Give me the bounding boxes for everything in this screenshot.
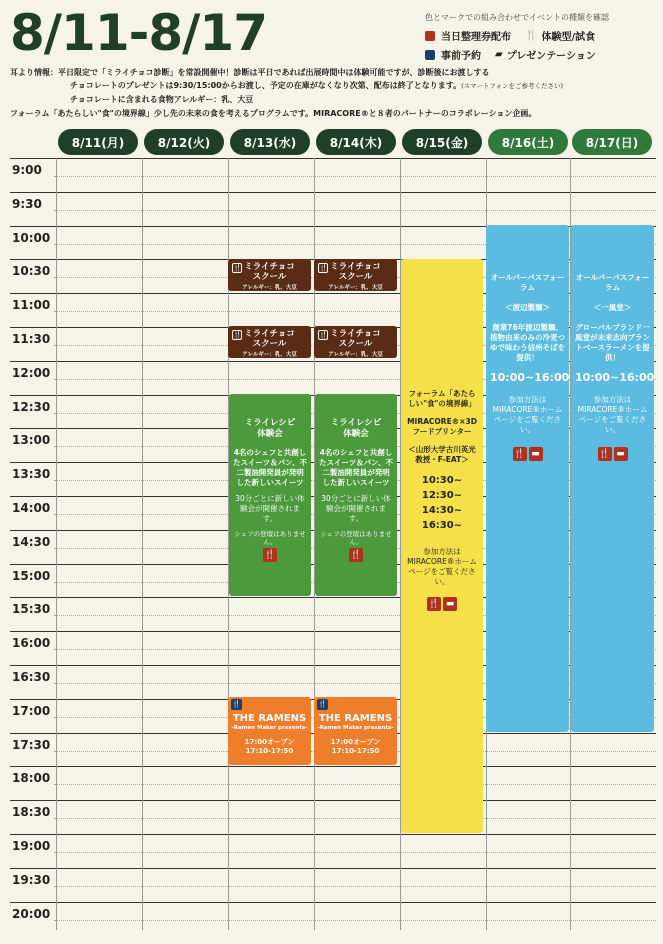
day-header: 8/16(土) (488, 129, 568, 155)
event-title: スクール (252, 272, 287, 282)
half-hour-line (54, 176, 656, 177)
day-header: 8/17(日) (572, 129, 652, 155)
event-time: 17:10-17:50 (245, 747, 294, 755)
event-all-purpose-forum[interactable] (486, 225, 569, 732)
time-slot (10, 158, 656, 192)
time-label: 10:00 (12, 230, 51, 245)
event-small: シェフの登壇はありません。 (234, 530, 306, 546)
time-label: 13:30 (12, 467, 51, 482)
time-label: 12:30 (12, 399, 51, 414)
event-title: ミライチョコ (244, 262, 295, 272)
event-title: ミライチョコ (330, 262, 381, 272)
note-line2-small: (スマートフォンをご参考ください) (461, 82, 564, 90)
event-title: スクール (338, 339, 373, 349)
fork-knife-icon: 🍴 (350, 550, 362, 560)
event-time: 17:10-17:50 (331, 747, 380, 755)
time-label: 19:00 (12, 839, 51, 853)
legend-same-day: 当日整理券配布 (441, 32, 511, 43)
event-body: 創業76年渡辺製麺、植物由来のみの冷麦つゆで味わう信州そばを提供！ (490, 323, 565, 362)
fork-knife-icon: 🍴 (233, 331, 242, 339)
event-choco-school[interactable] (228, 259, 311, 291)
speech-bubble-icon: ▰ (495, 49, 503, 60)
event-time: 10:00~16:00 (490, 371, 569, 384)
time-slot (10, 834, 656, 868)
event-speaker: ＜一風堂＞ (593, 303, 632, 312)
time-label: 14:30 (12, 534, 51, 549)
half-hour-line (54, 852, 656, 853)
fork-knife-icon: 🍴 (319, 331, 328, 339)
event-small: シェフの登壇はありません。 (320, 530, 392, 546)
event-title: ミライレシピ (244, 418, 296, 428)
event-all-purpose-forum[interactable] (571, 225, 654, 732)
event-body: 4名のシェフと共創したスイーツ＆パン、不二製油開発員が発明した新しいスイーツ (233, 448, 307, 487)
time-slot (10, 902, 656, 936)
column-divider (56, 158, 57, 930)
notes (10, 66, 563, 106)
time-slot (10, 192, 656, 226)
reservation-swatch (425, 50, 435, 60)
speech-bubble-icon: ▬ (443, 597, 457, 611)
time-label: 15:00 (12, 568, 51, 583)
event-forum-3d-printer[interactable] (401, 259, 483, 833)
note-line2: チョコレートのプレゼントは9:30/15:00からお渡し、予定の在庫がなくなり次第、配布は終了となります。 (70, 81, 462, 90)
event-choco-school[interactable] (314, 259, 397, 291)
forum-description: フォーラム「あたらしい"食"の境界線」少し先の未来の食を考えるプログラムです。MIRACORE®と８者のパートナーのコラボレーション企画。 (10, 109, 537, 118)
event-open: 17:00オープン (330, 738, 381, 746)
event-mirai-recipe[interactable] (229, 394, 311, 596)
event-title: THE RAMENS (318, 713, 393, 724)
event-the-ramens[interactable] (314, 697, 397, 765)
fork-knife-icon: 🍴 (428, 599, 440, 609)
event-allergy: アレルギー：乳、大豆 (328, 352, 383, 358)
legend-heading: 色とマークでの組み合わせでイベントの種類を確認 (425, 13, 609, 22)
same-day-swatch (425, 31, 435, 41)
fork-knife-icon: 🍴 (319, 264, 328, 272)
day-header: 8/15(金) (402, 129, 482, 155)
note-line1: 耳より情報：平日限定で「ミライチョコ診断」を常設開催中！診断は平日であれば出展時間中は体験可能ですが、診断後にお渡しする (10, 68, 490, 77)
time-label: 11:30 (12, 332, 51, 346)
event-note: 30分ごとに新しい体験会が開催されます。 (235, 494, 305, 523)
time-label: 10:30 (12, 264, 51, 279)
event-subtitle: -Ramen Maker presents- (317, 725, 394, 731)
time-label: 20:00 (12, 906, 51, 921)
event-speaker: ＜山形大学古川英光教授・F-EAT＞ (408, 445, 476, 464)
event-how: 参加方法はMIRACORE®ホームページをご覧ください。 (407, 547, 477, 586)
time-slot (10, 766, 656, 800)
half-hour-line (54, 818, 656, 819)
event-title: ミライチョコ (330, 329, 381, 339)
event-time: 12:30~ (421, 490, 463, 501)
event-title: ミライレシピ (330, 418, 382, 428)
fork-knife-icon: 🍴 (233, 264, 242, 272)
event-speaker: ＜渡辺製麺＞ (505, 303, 550, 312)
event-how: 参加方法はMIRACORE®ホームページをご覧ください。 (492, 395, 563, 434)
event-time: 10:30~ (421, 475, 463, 486)
event-time: 16:30~ (421, 520, 463, 531)
time-label: 19:30 (12, 872, 51, 887)
event-body: 4名のシェフと共創したスイーツ＆パン、不二製油開発員が発明した新しいスイーツ (319, 448, 393, 487)
event-title: オールパーパスフォーラム (490, 273, 565, 292)
event-the-ramens[interactable] (228, 697, 311, 765)
event-allergy: アレルギー：乳、大豆 (328, 285, 383, 291)
time-label: 15:30 (12, 602, 51, 617)
event-title: オールパーパスフォーラム (575, 273, 650, 292)
event-subtitle: -Ramen Maker presents- (231, 725, 308, 731)
event-title: スクール (338, 272, 373, 282)
event-time: 14:30~ (421, 505, 463, 516)
note-line3: チョコレートに含まれる食物アレルギー：乳、大豆 (70, 95, 254, 104)
fork-knife-icon: 🍴 (598, 449, 611, 459)
event-title: スクール (252, 339, 287, 349)
legend (425, 12, 609, 66)
event-allergy: アレルギー：乳、大豆 (242, 285, 297, 291)
time-slot (10, 868, 656, 902)
fork-knife-icon: 🍴 (232, 700, 241, 708)
legend-reservation: 事前予約 (441, 51, 481, 62)
event-choco-school[interactable] (314, 326, 397, 358)
event-open: 17:00オープン (244, 738, 295, 746)
column-divider (142, 158, 143, 930)
event-body: グローバルブランド一風堂が未来志向プラントベースラーメンを提供！ (575, 323, 650, 362)
fork-knife-icon: 🍴 (513, 449, 526, 459)
event-title: 体験会 (257, 429, 283, 439)
fork-knife-icon: 🍴 (264, 550, 276, 560)
time-label: 9:00 (12, 163, 42, 177)
event-title: フォーラム「あたらしい"食"の境界線」 (408, 389, 476, 408)
half-hour-line (54, 210, 656, 211)
event-allergy: アレルギー：乳、大豆 (242, 352, 297, 358)
time-label: 13:00 (12, 433, 51, 448)
event-choco-school[interactable] (228, 326, 311, 358)
legend-experience: 体験型/試食 (541, 32, 596, 43)
time-label: 14:00 (12, 501, 51, 515)
time-label: 17:00 (12, 703, 51, 718)
speech-bubble-icon: ▬ (529, 447, 543, 461)
time-label: 16:00 (12, 636, 51, 651)
time-label: 9:30 (12, 196, 42, 211)
event-title: 体験会 (343, 429, 369, 439)
time-label: 17:30 (12, 737, 51, 752)
day-header: 8/14(木) (316, 129, 396, 155)
legend-presentation: プレゼンテーション (506, 51, 596, 62)
time-label: 12:00 (12, 365, 51, 380)
event-mirai-recipe[interactable] (315, 394, 397, 596)
fork-knife-icon: 🍴 (318, 700, 327, 708)
event-how: 参加方法はMIRACORE®ホームページをご覧ください。 (577, 395, 648, 434)
time-label: 16:30 (12, 670, 51, 684)
half-hour-line (54, 920, 656, 921)
fork-knife-icon: 🍴 (525, 30, 538, 41)
day-header: 8/12(火) (144, 129, 224, 155)
time-label: 18:00 (12, 771, 51, 786)
half-hour-line (54, 886, 656, 887)
time-label: 11:00 (12, 298, 51, 313)
event-note: 30分ごとに新しい体験会が開催されます。 (321, 494, 391, 523)
event-title: THE RAMENS (232, 713, 307, 724)
half-hour-line (54, 784, 656, 785)
event-time: 10:00~16:00 (575, 371, 654, 384)
event-subtitle: MIRACORE®×3Dフードプリンター (407, 417, 477, 436)
day-header: 8/13(水) (230, 129, 310, 155)
speech-bubble-icon: ▬ (614, 447, 628, 461)
time-label: 18:30 (12, 805, 51, 820)
event-title: ミライチョコ (244, 329, 295, 339)
time-slot (10, 800, 656, 834)
day-header: 8/11(月) (58, 129, 138, 155)
page-title: 8/11-8/17 (10, 4, 268, 62)
